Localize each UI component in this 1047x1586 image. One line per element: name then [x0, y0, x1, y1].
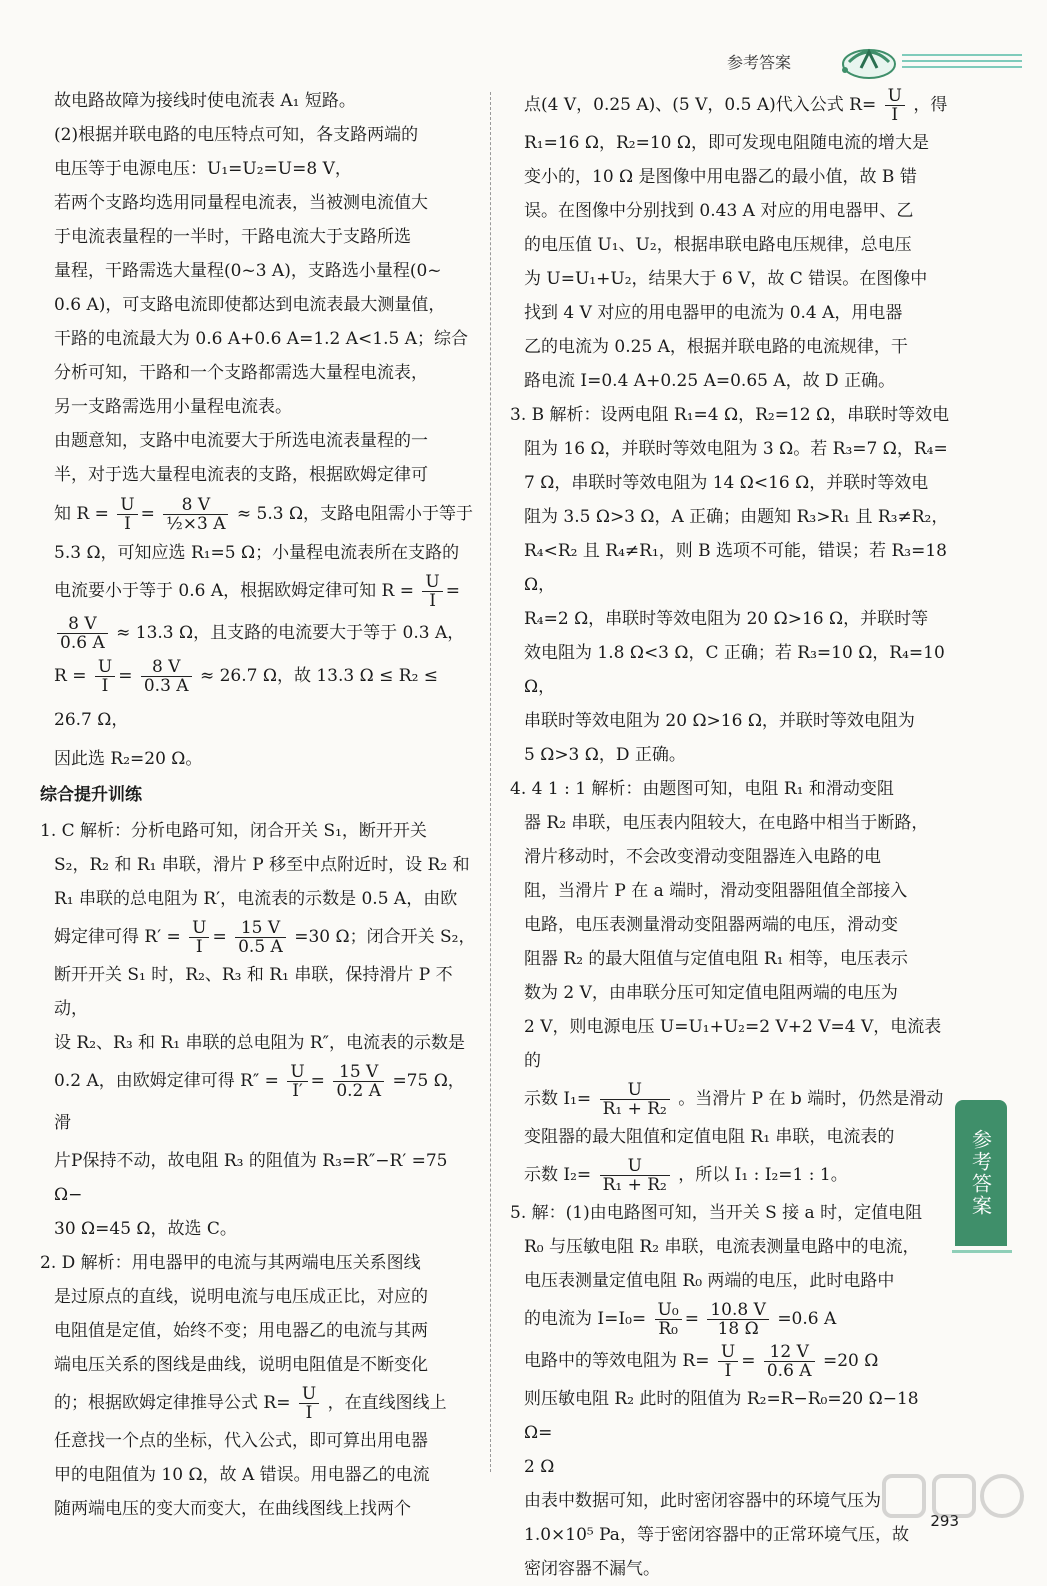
text-line: 则压敏电阻 R₂ 此时的阻值为 R₂=R−R₀=20 Ω−18 Ω=	[524, 1389, 919, 1443]
fraction: $\frac{\text{U₀}}{\text{R₀}}$	[655, 1301, 682, 1338]
fraction: $\frac{U}{I}$	[117, 496, 137, 533]
formula-line: 示数 I₂= $\frac{U}{\text{R₁ + R₂}}$ ，所以 I₁ : I₂=1 : 1。	[524, 1156, 848, 1195]
text-line: 是过原点的直线，说明电流与电压成正比，对应的	[54, 1287, 428, 1307]
text-line: S₂，R₂ 和 R₁ 串联，滑片 P 移至中点附近时，设 R₂ 和	[54, 855, 470, 875]
text-line: 的电压值 U₁、U₂，根据串联电路电压规律，总电压	[524, 235, 912, 255]
fraction: $\frac{8 V}{0.6 A}$	[57, 615, 108, 652]
fraction: $\frac{U}{I}$	[189, 919, 209, 956]
fraction: $\frac{U}{I}$	[885, 87, 905, 124]
formula-line: 电流要小于等于 0.6 A，根据欧姆定律可知 R = $\frac{U}{I}$ =	[54, 572, 460, 611]
fraction: $\frac{U}{I'}$	[287, 1063, 307, 1100]
formula-line: R = $\frac{U}{I}$ = $\frac{8 V}{0.3 A}$ ≈ 26.7 Ω，故 13.3 Ω ≤ R₂ ≤ 26.7 Ω，	[54, 657, 439, 730]
book-logo-icon	[839, 38, 899, 82]
fraction: $\frac{12 V}{0.6 A}$	[764, 1343, 815, 1380]
text-line: 2 V，则电源电压 U=U₁+U₂=2 V+2 V=4 V，电流表的	[524, 1017, 942, 1071]
text-line: 5 Ω>3 Ω，D 正确。	[524, 745, 686, 765]
formula-line: 姆定律可得 R′ = $\frac{U}{I}$ = $\frac{15 V}{0.5 A}$ =30 Ω；闭合开关 S₂，	[54, 918, 476, 957]
text-line: 阻为 3.5 Ω>3 Ω，A 正确；由题知 R₃>R₁ 且 R₃≠R₂，	[524, 507, 949, 527]
section-heading: 综合提升训练	[40, 785, 142, 805]
text-line: 1.0×10⁵ Pa，等于密闭容器中的正常环境气压，故	[524, 1525, 909, 1545]
text-line: R₁=16 Ω，R₂=10 Ω，即可发现电阻随电流的增大是	[524, 133, 929, 153]
text-line: 滑片移动时，不会改变滑动变阻器连入电路的电	[524, 847, 881, 867]
text-line: 若两个支路均选用同量程电流表，当被测电流值大	[54, 193, 428, 213]
formula-line: 的；根据欧姆定律推导公式 R= $\frac{U}{I}$ ，在直线图线上	[54, 1384, 447, 1423]
text-line: 5.3 Ω，可知应选 R₁=5 Ω；小量程电流表所在支路的	[54, 543, 460, 563]
question-4: 4. 4 1 : 1 解析：由题图可知，电阻 R₁ 和滑动变阻	[510, 779, 894, 799]
text-line: R₁ 串联的总电阻为 R′，电流表的示数是 0.5 A，由欧	[54, 889, 458, 909]
text-line: 30 Ω=45 Ω，故选 C。	[54, 1219, 237, 1239]
side-tab: 参考答案	[955, 1100, 1007, 1246]
text-line: 另一支路需选用小量程电流表。	[54, 397, 292, 417]
text-line: 量程，干路需选大量程(0~3 A)，支路选小量程(0~	[54, 261, 442, 281]
formula-line: 电路中的等效电阻为 R= $\frac{U}{I}$ = $\frac{12 V}{0.6 A}$ =20 Ω	[524, 1342, 879, 1381]
text-line: 为 U=U₁+U₂，结果大于 6 V，故 C 错误。在图像中	[524, 269, 928, 289]
text-line: 变阻器的最大阻值和定值电阻 R₁ 串联，电流表的	[524, 1127, 895, 1147]
formula-line: 的电流为 I=I₀= $\frac{\text{U₀}}{\text{R₀}}$ = $\frac{10.8 V}{18 \Omega}$ =0.6 A	[524, 1300, 837, 1339]
text-line: 密闭容器不漏气。	[524, 1559, 660, 1579]
text-line: R₀ 与压敏电阻 R₂ 串联，电流表测量电路中的电流，	[524, 1237, 920, 1257]
text-line: 电压等于电源电压：U₁=U₂=U=8 V，	[54, 159, 352, 179]
watermark-icon	[880, 1470, 1030, 1530]
formula-line: 示数 I₁= $\frac{U}{\text{R₁ + R₂}}$ 。当滑片 P 在 b 端时，仍然是滑动	[524, 1080, 944, 1119]
text-line: 2 Ω	[524, 1457, 555, 1477]
text-line: 由题意知，支路中电流要大于所选电流表量程的一	[54, 431, 428, 451]
text-line: 电压表测量定值电阻 R₀ 两端的电压，此时电路中	[524, 1271, 895, 1291]
text-line: 变小的，10 Ω 是图像中用电器乙的最小值，故 B 错	[524, 167, 917, 187]
text-line: 甲的电阻值为 10 Ω，故 A 错误。用电器乙的电流	[54, 1465, 430, 1485]
header-stripes	[902, 54, 1022, 72]
text-line: 数为 2 V，由串联分压可知定值电阻两端的电压为	[524, 983, 898, 1003]
text-line: 故电路故障为接线时使电流表 A₁ 短路。	[54, 91, 356, 111]
text-line: R₄<R₂ 且 R₄≠R₁，则 B 选项不可能，错误；若 R₃=18 Ω，	[524, 541, 947, 595]
text-line: 片P保持不动，故电阻 R₃ 的阻值为 R₃=R″−R′ =75 Ω−	[54, 1151, 448, 1205]
right-column	[510, 84, 950, 1586]
text-line: 电路，电压表测量滑动变阻器两端的电压，滑动变	[524, 915, 898, 935]
fraction: $\frac{U}{I}$	[95, 658, 115, 695]
column-divider	[490, 92, 491, 1472]
page-header	[727, 40, 1027, 90]
side-tab-underline	[952, 1250, 1012, 1253]
text-line: 断开开关 S₁ 时，R₂、R₃ 和 R₁ 串联，保持滑片 P 不动，	[54, 965, 453, 1019]
text-line: 由表中数据可知，此时密闭容器中的环境气压为	[524, 1491, 881, 1511]
text-line: 效电阻为 1.8 Ω<3 Ω，C 正确；若 R₃=10 Ω，R₄=10 Ω，	[524, 643, 945, 697]
text-line: R₄=2 Ω，串联时等效电阻为 20 Ω>16 Ω，并联时等	[524, 609, 929, 629]
text-line: 串联时等效电阻为 20 Ω>16 Ω，并联时等效电阻为	[524, 711, 915, 731]
fraction: $\frac{8 V}{\text{½×3 A}}$	[163, 496, 228, 533]
text-line: 端电压关系的图线是曲线，说明电阻值是不断变化	[54, 1355, 428, 1375]
fraction: $\frac{15 V}{0.2 A}$	[333, 1063, 384, 1100]
fraction: $\frac{10.8 V}{18 \Omega}$	[707, 1301, 769, 1338]
text-line: 0.6 A)，可支路电流即使都达到电流表最大测量值，	[54, 295, 446, 315]
fraction: $\frac{U}{\text{R₁ + R₂}}$	[600, 1157, 670, 1194]
question-5: 5. 解：(1)由电路图可知，当开关 S 接 a 时，定值电阻	[510, 1203, 923, 1223]
text-line: (2)根据并联电路的电压特点可知，各支路两端的	[54, 125, 419, 145]
fraction: $\frac{U}{I}$	[422, 573, 442, 610]
text-line: 半，对于选大量程电流表的支路，根据欧姆定律可	[54, 465, 428, 485]
fraction: $\frac{U}{\text{R₁ + R₂}}$	[600, 1081, 670, 1118]
fraction: $\frac{8 V}{0.3 A}$	[141, 658, 192, 695]
left-column	[40, 84, 480, 1526]
text-line: 找到 4 V 对应的用电器甲的电流为 0.4 A，用电器	[524, 303, 903, 323]
fraction: $\frac{U}{I}$	[718, 1343, 738, 1380]
question-1: 1. C 解析：分析电路可知，闭合开关 S₁，断开开关	[40, 821, 427, 841]
text-line: 阻为 16 Ω，并联时等效电阻为 3 Ω。若 R₃=7 Ω，R₄=	[524, 439, 948, 459]
text-line: 干路的电流最大为 0.6 A+0.6 A=1.2 A<1.5 A；综合	[54, 329, 469, 349]
text-line: 电阻值是定值，始终不变；用电器乙的电流与其两	[54, 1321, 428, 1341]
question-3: 3. B 解析：设两电阻 R₁=4 Ω，R₂=12 Ω，串联时等效电	[510, 405, 950, 425]
text-line: 器 R₂ 串联，电压表内阻较大，在电路中相当于断路，	[524, 813, 929, 833]
fraction: $\frac{15 V}{0.5 A}$	[235, 919, 286, 956]
text-line: 路电流 I=0.4 A+0.25 A=0.65 A，故 D 正确。	[524, 371, 896, 391]
question-2: 2. D 解析：用电器甲的电流与其两端电压关系图线	[40, 1253, 421, 1273]
text-line: 于电流表量程的一半时，干路电流大于支路所选	[54, 227, 411, 247]
text-line: 任意找一个点的坐标，代入公式，即可算出用电器	[54, 1431, 428, 1451]
text-line: 阻，当滑片 P 在 a 端时，滑动变阻器阻值全部接入	[524, 881, 908, 901]
text-line: 因此选 R₂=20 Ω。	[54, 749, 203, 769]
text-line: 随两端电压的变大而变大，在曲线图线上找两个	[54, 1499, 411, 1519]
formula-line: 知 R = $\frac{U}{I}$ = $\frac{8 V}{\text{½×3 A}}$ ≈ 5.3 Ω，支路电阻需小于等于	[54, 495, 474, 534]
formula-line: 点(4 V，0.25 A)、(5 V，0.5 A)代入公式 R= $\frac{U}{I}$ ，得	[524, 86, 948, 125]
header-label: 参考答案	[727, 53, 792, 72]
text-line: 乙的电流为 0.25 A，根据并联电路的电流规律，干	[524, 337, 908, 357]
text-line: 阻器 R₂ 的最大阻值与定值电阻 R₁ 相等，电压表示	[524, 949, 908, 969]
formula-line: 0.2 A，由欧姆定律可得 R″ = $\frac{U}{I'}$ = $\frac{15 V}{0.2 A}$ =75 Ω，滑	[54, 1062, 465, 1133]
formula-line: $\frac{8 V}{0.6 A}$ ≈ 13.3 Ω，且支路的电流要大于等于 0.3 A，	[40, 612, 480, 654]
text-line: 误。在图像中分别找到 0.43 A 对应的用电器甲、乙	[524, 201, 914, 221]
text-line: 设 R₂、R₃ 和 R₁ 串联的总电阻为 R″，电流表的示数是	[54, 1033, 466, 1053]
text-line: 分析可知，干路和一个支路都需选大量程电流表，	[54, 363, 428, 383]
text-line: 7 Ω，串联时等效电阻为 14 Ω<16 Ω，并联时等效电	[524, 473, 929, 493]
fraction: $\frac{U}{I}$	[299, 1385, 319, 1422]
page-number: 293	[930, 1512, 959, 1530]
